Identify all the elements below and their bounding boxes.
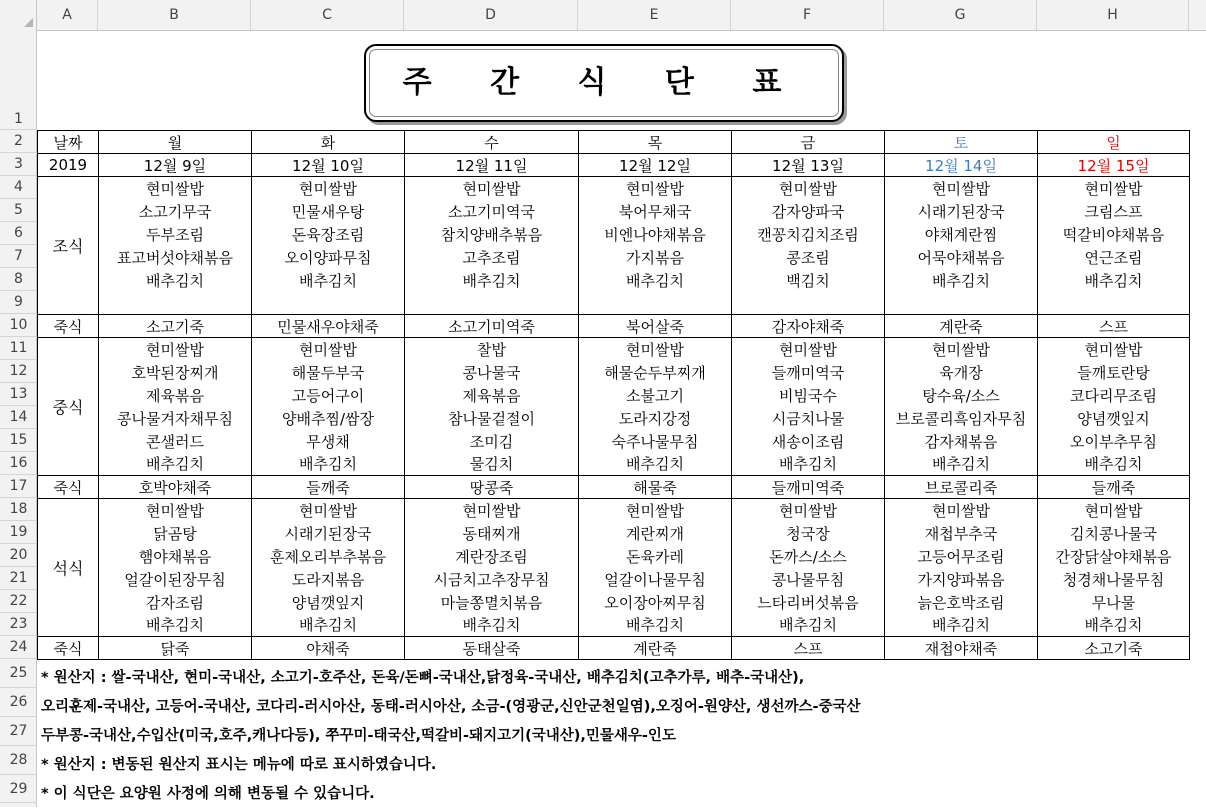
row-header-5[interactable]: 5: [0, 199, 37, 222]
row-header-9[interactable]: 9: [0, 291, 37, 314]
porridge-label-cell: 죽식: [38, 637, 99, 660]
menu-item-cell: 비빔국수: [732, 384, 885, 407]
menu-item-cell: 배추김치: [732, 453, 885, 476]
menu-item-cell: 배추김치: [99, 453, 252, 476]
row-header-17[interactable]: 17: [0, 475, 37, 498]
porridge-item-cell: 야채죽: [252, 637, 405, 660]
menu-item-cell: 제육볶음: [405, 384, 579, 407]
menu-item-cell: 배추김치: [252, 269, 405, 292]
menu-item-cell: 콩나물무침: [732, 568, 885, 591]
menu-item-cell: 북어무채국: [579, 200, 732, 223]
menu-item-cell: 늙은호박조림: [885, 591, 1038, 614]
menu-item-cell: [732, 292, 885, 315]
porridge-item-cell: 소고기죽: [99, 315, 252, 338]
date-cell: 12월 14일: [885, 154, 1038, 177]
menu-item-cell: 현미쌀밥: [732, 338, 885, 361]
menu-item-cell: 해물순두부찌개: [579, 361, 732, 384]
menu-item-cell: 오이양파무침: [252, 246, 405, 269]
note-line-2: 오리훈제-국내산, 고등어-국내산, 코다리-러시아산, 동태-러시아산, 소금-(영광군,신안군천일염),오징어-원양산, 생선까스-중국산: [41, 699, 861, 715]
menu-item-cell: 현미쌀밥: [579, 177, 732, 200]
menu-item-cell: 가지양파볶음: [885, 568, 1038, 591]
date-cell: 12월 12일: [579, 154, 732, 177]
menu-item-cell: 시래기된장국: [885, 200, 1038, 223]
porridge-label-cell: 죽식: [38, 476, 99, 499]
menu-item-cell: 간장닭살야채볶음: [1038, 545, 1190, 568]
day-header-cell: 목: [579, 131, 732, 154]
menu-item-cell: 소고기미역국: [405, 200, 579, 223]
menu-item-cell: 배추김치: [405, 614, 579, 637]
day-header-cell: 월: [99, 131, 252, 154]
row-header-29[interactable]: 29: [0, 775, 37, 803]
table-row: [38, 338, 1190, 361]
row-header-bar: [0, 30, 37, 807]
row-header-13[interactable]: 13: [0, 383, 37, 406]
menu-item-cell: 브로콜리흑임자무침: [885, 407, 1038, 430]
row-header-10[interactable]: 10: [0, 314, 37, 337]
day-header-cell: 수: [405, 131, 579, 154]
table-row: [38, 476, 1190, 499]
menu-item-cell: 훈제오리부추볶음: [252, 545, 405, 568]
menu-item-cell: 현미쌀밥: [579, 499, 732, 522]
meal-label-lunch: 중식: [38, 338, 99, 476]
menu-item-cell: [885, 292, 1038, 315]
menu-item-cell: 들깨미역국: [732, 361, 885, 384]
porridge-item-cell: 소고기죽: [1038, 637, 1190, 660]
menu-item-cell: 오이부추무침: [1038, 430, 1190, 453]
date-cell: 12월 10일: [252, 154, 405, 177]
menu-item-cell: 콘샐러드: [99, 430, 252, 453]
table-row: [38, 246, 1190, 269]
menu-item-cell: 캔꽁치김치조림: [732, 223, 885, 246]
menu-item-cell: 참나물겉절이: [405, 407, 579, 430]
porridge-item-cell: 소고기미역죽: [405, 315, 579, 338]
select-all-corner[interactable]: [0, 0, 37, 30]
table-row: [38, 407, 1190, 430]
menu-item-cell: 양배추찜/쌈장: [252, 407, 405, 430]
date-cell: 12월 15일: [1038, 154, 1190, 177]
table-row: [38, 269, 1190, 292]
row-header-16[interactable]: 16: [0, 452, 37, 475]
table-row: [38, 131, 1190, 154]
menu-item-cell: 배추김치: [99, 614, 252, 637]
menu-item-cell: [405, 292, 579, 315]
menu-item-cell: 배추김치: [579, 614, 732, 637]
menu-item-cell: 찰밥: [405, 338, 579, 361]
note-line-3: 두부콩-국내산,수입산(미국,호주,캐나다등), 쭈꾸미-태국산,떡갈비-돼지고기(국내산),민물새우-인도: [41, 728, 676, 744]
menu-item-cell: 배추김치: [579, 269, 732, 292]
day-header-cell: 토: [885, 131, 1038, 154]
column-header-a[interactable]: A: [37, 0, 98, 30]
menu-item-cell: 도라지볶음: [252, 568, 405, 591]
menu-item-cell: 콩나물국: [405, 361, 579, 384]
menu-item-cell: 마늘쫑멸치볶음: [405, 591, 579, 614]
porridge-item-cell: 동태살죽: [405, 637, 579, 660]
row-header-26[interactable]: 26: [0, 688, 37, 717]
menu-item-cell: 현미쌀밥: [885, 177, 1038, 200]
menu-item-cell: 얼갈이된장무침: [99, 568, 252, 591]
menu-item-cell: 숙주나물무침: [579, 430, 732, 453]
menu-item-cell: 배추김치: [885, 269, 1038, 292]
menu-item-cell: 돈육장조림: [252, 223, 405, 246]
menu-item-cell: 배추김치: [1038, 453, 1190, 476]
date-cell: 12월 11일: [405, 154, 579, 177]
porridge-item-cell: 닭죽: [99, 637, 252, 660]
porridge-item-cell: 민물새우야채죽: [252, 315, 405, 338]
table-row: [38, 384, 1190, 407]
menu-item-cell: 시금치나물: [732, 407, 885, 430]
table-row: [38, 223, 1190, 246]
row-header-19[interactable]: 19: [0, 521, 37, 544]
row-header-2[interactable]: 2: [0, 130, 37, 153]
menu-item-cell: 닭곰탕: [99, 522, 252, 545]
column-header-c[interactable]: C: [251, 0, 404, 30]
row-header-12[interactable]: 12: [0, 360, 37, 383]
porridge-item-cell: 들깨죽: [1038, 476, 1190, 499]
menu-item-cell: 떡갈비야채볶음: [1038, 223, 1190, 246]
table-row: [38, 292, 1190, 315]
menu-item-cell: 감자양파국: [732, 200, 885, 223]
row-header-4[interactable]: 4: [0, 176, 37, 199]
row-header-11[interactable]: 11: [0, 337, 37, 360]
menu-item-cell: 현미쌀밥: [732, 499, 885, 522]
menu-item-cell: 어묵야채볶음: [885, 246, 1038, 269]
menu-item-cell: 청국장: [732, 522, 885, 545]
row-header-3[interactable]: 3: [0, 153, 37, 176]
row-header-24[interactable]: 24: [0, 636, 37, 659]
menu-item-cell: 두부조림: [99, 223, 252, 246]
table-row: [38, 177, 1190, 200]
menu-item-cell: 연근조림: [1038, 246, 1190, 269]
page-title: 주 간 식 단 표: [364, 44, 844, 122]
menu-item-cell: 크림스프: [1038, 200, 1190, 223]
menu-item-cell: 도라지강정: [579, 407, 732, 430]
menu-item-cell: 현미쌀밥: [99, 499, 252, 522]
menu-item-cell: 비엔나야채볶음: [579, 223, 732, 246]
row-header-28[interactable]: 28: [0, 746, 37, 775]
table-row: [38, 614, 1190, 637]
menu-item-cell: 감자조림: [99, 591, 252, 614]
menu-item-cell: 들깨토란탕: [1038, 361, 1190, 384]
porridge-item-cell: 계란죽: [885, 315, 1038, 338]
weekly-menu-table: [37, 130, 1190, 660]
table-row: [38, 522, 1190, 545]
menu-item-cell: 호박된장찌개: [99, 361, 252, 384]
menu-item-cell: 동태찌개: [405, 522, 579, 545]
column-header-e[interactable]: E: [578, 0, 731, 30]
menu-item-cell: 배추김치: [885, 453, 1038, 476]
date-label-cell: 날짜: [38, 131, 99, 154]
porridge-item-cell: 들깨미역죽: [732, 476, 885, 499]
menu-item-cell: 제육볶음: [99, 384, 252, 407]
row-header-21[interactable]: 21: [0, 567, 37, 590]
porridge-item-cell: 들깨죽: [252, 476, 405, 499]
menu-item-cell: 배추김치: [252, 453, 405, 476]
menu-item-cell: 현미쌀밥: [732, 177, 885, 200]
menu-item-cell: [579, 292, 732, 315]
porridge-item-cell: 땅콩죽: [405, 476, 579, 499]
menu-item-cell: 가지볶음: [579, 246, 732, 269]
menu-item-cell: 육개장: [885, 361, 1038, 384]
column-header-b[interactable]: B: [98, 0, 251, 30]
menu-item-cell: 현미쌀밥: [252, 499, 405, 522]
column-header-d[interactable]: D: [404, 0, 578, 30]
note-line-5: * 이 식단은 요양원 사정에 의해 변동될 수 있습니다.: [41, 786, 375, 802]
table-row: [38, 568, 1190, 591]
menu-item-cell: 돈까스/소스: [732, 545, 885, 568]
menu-item-cell: 감자채볶음: [885, 430, 1038, 453]
menu-item-cell: [252, 292, 405, 315]
menu-item-cell: 배추김치: [405, 269, 579, 292]
porridge-item-cell: 스프: [732, 637, 885, 660]
note-line-4: * 원산지 : 변동된 원산지 표시는 메뉴에 따로 표시하였습니다.: [41, 757, 437, 773]
menu-item-cell: 새송이조림: [732, 430, 885, 453]
menu-item-cell: 현미쌀밥: [1038, 177, 1190, 200]
menu-item-cell: 물김치: [405, 453, 579, 476]
porridge-item-cell: 호박야채죽: [99, 476, 252, 499]
menu-item-cell: 현미쌀밥: [252, 177, 405, 200]
menu-item-cell: 야채계란찜: [885, 223, 1038, 246]
menu-item-cell: 무나물: [1038, 591, 1190, 614]
row-header-1[interactable]: 1: [0, 30, 37, 130]
row-header-18[interactable]: 18: [0, 498, 37, 521]
menu-item-cell: 탕수육/소스: [885, 384, 1038, 407]
menu-item-cell: 현미쌀밥: [1038, 338, 1190, 361]
menu-item-cell: 백김치: [732, 269, 885, 292]
menu-item-cell: [99, 292, 252, 315]
row-header-20[interactable]: 20: [0, 544, 37, 567]
menu-item-cell: 배추김치: [732, 614, 885, 637]
meal-label-dinner: 석식: [38, 499, 99, 637]
menu-item-cell: 현미쌀밥: [885, 338, 1038, 361]
porridge-item-cell: 해물죽: [579, 476, 732, 499]
menu-item-cell: 콩조림: [732, 246, 885, 269]
column-header-bar: [0, 0, 1206, 31]
menu-item-cell: 현미쌀밥: [405, 499, 579, 522]
menu-item-cell: 소불고기: [579, 384, 732, 407]
porridge-item-cell: 재첩야채죽: [885, 637, 1038, 660]
row-header-7[interactable]: 7: [0, 245, 37, 268]
table-row: [38, 315, 1190, 338]
menu-item-cell: 고추조림: [405, 246, 579, 269]
menu-item-cell: 현미쌀밥: [99, 177, 252, 200]
menu-item-cell: 시금치고추장무침: [405, 568, 579, 591]
porridge-label-cell: 죽식: [38, 315, 99, 338]
menu-item-cell: 참치양배추볶음: [405, 223, 579, 246]
menu-item-cell: 배추김치: [99, 269, 252, 292]
porridge-item-cell: 브로콜리죽: [885, 476, 1038, 499]
porridge-item-cell: 감자야채죽: [732, 315, 885, 338]
menu-item-cell: 고등어무조림: [885, 545, 1038, 568]
day-header-cell: 화: [252, 131, 405, 154]
table-row: [38, 430, 1190, 453]
menu-item-cell: 현미쌀밥: [99, 338, 252, 361]
column-header-h[interactable]: H: [1037, 0, 1189, 30]
porridge-item-cell: 북어살죽: [579, 315, 732, 338]
table-row: [38, 200, 1190, 223]
porridge-item-cell: 스프: [1038, 315, 1190, 338]
column-header-g[interactable]: G: [884, 0, 1037, 30]
row-header-6[interactable]: 6: [0, 222, 37, 245]
menu-item-cell: 배추김치: [1038, 269, 1190, 292]
menu-item-cell: 계란장조림: [405, 545, 579, 568]
menu-item-cell: 해물두부국: [252, 361, 405, 384]
table-row: [38, 637, 1190, 660]
menu-item-cell: 무생채: [252, 430, 405, 453]
menu-item-cell: 민물새우탕: [252, 200, 405, 223]
row-header-25[interactable]: 25: [0, 659, 37, 688]
row-header-8[interactable]: 8: [0, 268, 37, 291]
menu-item-cell: 오이장아찌무침: [579, 591, 732, 614]
menu-item-cell: 느타리버섯볶음: [732, 591, 885, 614]
menu-item-cell: 조미김: [405, 430, 579, 453]
menu-item-cell: 재첩부추국: [885, 522, 1038, 545]
menu-item-cell: 현미쌀밥: [252, 338, 405, 361]
table-row: [38, 591, 1190, 614]
table-row: [38, 499, 1190, 522]
menu-item-cell: 소고기무국: [99, 200, 252, 223]
row-header-15[interactable]: 15: [0, 429, 37, 452]
date-cell: 12월 9일: [99, 154, 252, 177]
menu-item-cell: 현미쌀밥: [579, 338, 732, 361]
menu-item-cell: [1038, 292, 1190, 315]
date-cell: 12월 13일: [732, 154, 885, 177]
menu-item-cell: 코다리무조림: [1038, 384, 1190, 407]
menu-item-cell: 현미쌀밥: [405, 177, 579, 200]
menu-item-cell: 콩나물겨자채무침: [99, 407, 252, 430]
menu-item-cell: 현미쌀밥: [1038, 499, 1190, 522]
row-header-14[interactable]: 14: [0, 406, 37, 429]
table-row: [38, 545, 1190, 568]
note-line-1: * 원산지 : 쌀-국내산, 현미-국내산, 소고기-호주산, 돈육/돈뼈-국내산,닭정육-국내산, 배추김치(고추가루, 배추-국내산),: [41, 670, 805, 686]
menu-item-cell: 배추김치: [579, 453, 732, 476]
row-header-27[interactable]: 27: [0, 717, 37, 746]
table-row: [38, 453, 1190, 476]
menu-item-cell: 청경채나물무침: [1038, 568, 1190, 591]
menu-item-cell: 햄야채볶음: [99, 545, 252, 568]
year-cell: 2019: [38, 154, 99, 177]
table-row: [38, 361, 1190, 384]
menu-item-cell: 얼갈이나물무침: [579, 568, 732, 591]
menu-item-cell: 배추김치: [885, 614, 1038, 637]
meal-label-breakfast: 조식: [38, 177, 99, 315]
menu-item-cell: 고등어구이: [252, 384, 405, 407]
menu-item-cell: 배추김치: [252, 614, 405, 637]
menu-item-cell: 시래기된장국: [252, 522, 405, 545]
porridge-item-cell: 계란죽: [579, 637, 732, 660]
table-row: [38, 154, 1190, 177]
menu-item-cell: 계란찌개: [579, 522, 732, 545]
menu-item-cell: 표고버섯야채볶음: [99, 246, 252, 269]
row-header-23[interactable]: 23: [0, 613, 37, 636]
column-header-f[interactable]: F: [731, 0, 884, 30]
day-header-cell: 일: [1038, 131, 1190, 154]
menu-item-cell: 김치콩나물국: [1038, 522, 1190, 545]
menu-item-cell: 현미쌀밥: [885, 499, 1038, 522]
menu-item-cell: 양념깻잎지: [252, 591, 405, 614]
menu-item-cell: 양념깻잎지: [1038, 407, 1190, 430]
day-header-cell: 금: [732, 131, 885, 154]
row-header-22[interactable]: 22: [0, 590, 37, 613]
menu-item-cell: 배추김치: [1038, 614, 1190, 637]
menu-item-cell: 돈육카레: [579, 545, 732, 568]
